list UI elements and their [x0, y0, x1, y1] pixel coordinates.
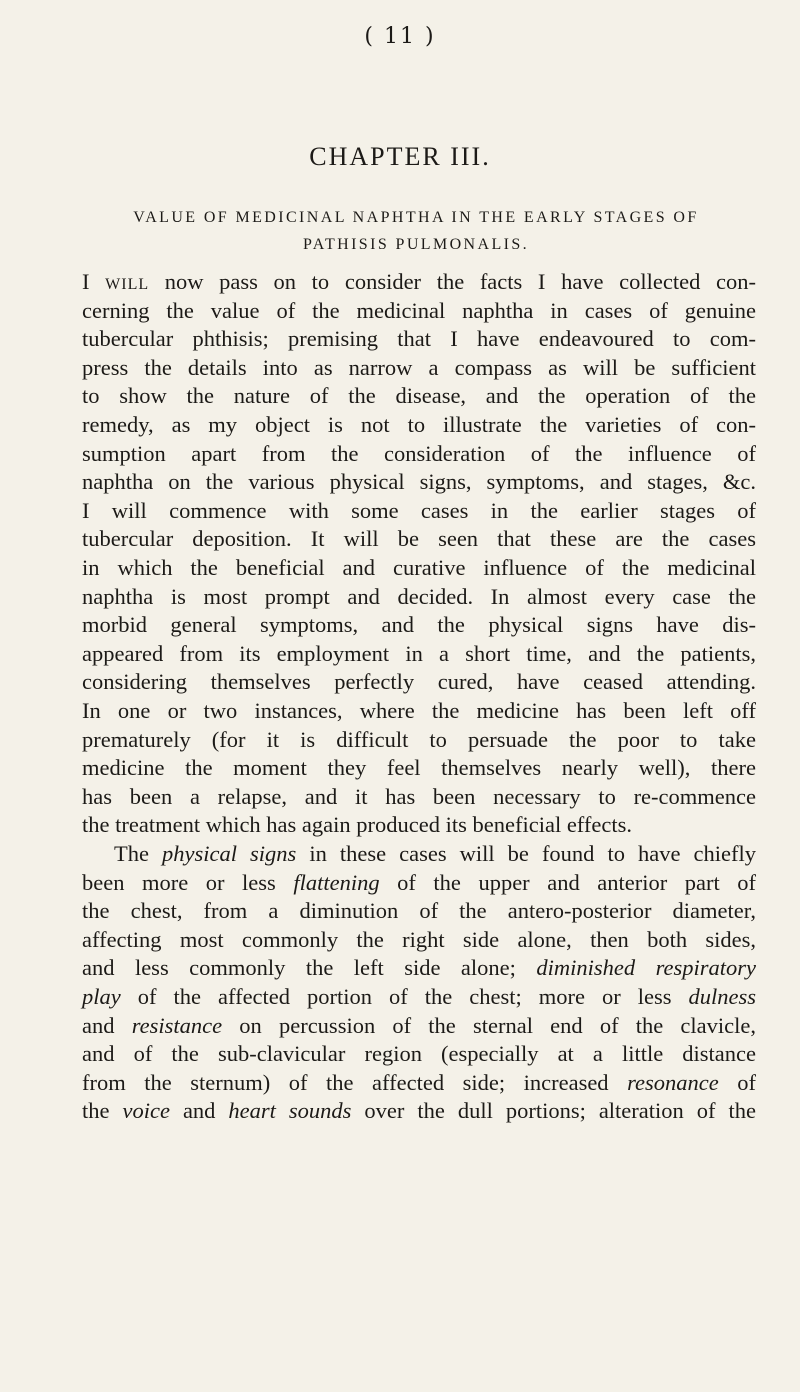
line-text: now pass on to consider the facts I have collected con-: [164, 269, 756, 294]
emphasis-text: physical signs: [162, 841, 297, 866]
line-text: from the sternum) of the affected side; increased: [82, 1069, 628, 1095]
subtitle-line: VALUE OF MEDICINAL NAPHTHA IN THE EARLY STAGES OF: [133, 209, 699, 226]
line-text: the: [82, 1098, 123, 1124]
emphasis-text: diminished respiratory: [536, 955, 756, 981]
paragraph-line: cerning the value of the medicinal naphtha in cases of genuine: [82, 297, 756, 323]
paragraph-line: tubercular phthisis; premising that I have endeavoured to com-: [82, 326, 756, 352]
line-text: and: [169, 1098, 229, 1124]
paragraph-line: [114, 840, 756, 868]
paragraph-line: tubercular deposition. It will be seen that these are the cases: [82, 526, 756, 552]
line-text: and: [82, 1012, 132, 1038]
paragraph-line: naphtha is most prompt and decided. In almost every case the: [82, 583, 756, 609]
paragraph-line: sumption apart from the consideration of the influence of: [82, 440, 756, 466]
line-text: of: [718, 1069, 756, 1095]
paragraph-line: morbid general symptoms, and the physical signs have dis-: [82, 612, 756, 638]
paragraph-line: [82, 1012, 756, 1040]
paragraph-line: the chest, from a diminution of the antero-posterior diameter,: [82, 898, 756, 924]
line-text: The: [114, 841, 163, 866]
paragraph-line: medicine the moment they feel themselves nearly well), there: [82, 755, 756, 781]
paragraph-line: [82, 983, 756, 1011]
paragraph-line: and of the sub-clavicular region (especially at a little distance: [82, 1041, 756, 1067]
paragraph-line: naphtha on the various physical signs, symptoms, and stages, &c.: [82, 469, 756, 495]
line-text: been more or less: [82, 869, 294, 895]
line-text: in these cases will be found to have chiefly: [296, 841, 756, 866]
page-number: ( 11 ): [364, 24, 436, 49]
emphasis-text: dulness: [688, 984, 756, 1009]
paragraph-line: the treatment which has again produced its beneficial effects.: [82, 812, 632, 838]
paragraph-line: In one or two instances, where the medicine has been left off: [82, 698, 756, 723]
chapter-subtitle: [104, 204, 728, 258]
paragraph-line: prematurely (for it is difficult to persuade the poor to take: [82, 726, 756, 752]
chapter-title: CHAPTER III.: [309, 142, 491, 171]
opening-word: I: [82, 269, 90, 294]
emphasis-text: heart sounds: [228, 1098, 352, 1124]
line-text: over the dull portions; alteration of the: [351, 1098, 756, 1124]
line-text: of the affected portion of the chest; more or less: [120, 984, 689, 1009]
paragraph-line: [82, 869, 756, 897]
paragraph-line: appeared from its employment in a short time, and the patients,: [82, 640, 756, 666]
paragraph-line: [82, 1069, 756, 1097]
emphasis-text: voice: [122, 1098, 170, 1124]
paragraph-line: I will commence with some cases in the earlier stages of: [82, 497, 756, 523]
emphasis-text: resonance: [627, 1069, 719, 1095]
line-text: and less commonly the left side alone;: [82, 955, 537, 981]
paragraph-line: [82, 1097, 756, 1125]
line-text: of the upper and anterior part of: [379, 869, 756, 895]
paragraph-line: to show the nature of the disease, and the operation of the: [82, 383, 756, 409]
paragraph-line: affecting most commonly the right side alone, then both sides,: [82, 926, 756, 952]
paragraph-line: considering themselves perfectly cured, have ceased attending.: [82, 669, 756, 695]
emphasis-text: resistance: [131, 1012, 223, 1038]
paragraph-line: in which the beneficial and curative influence of the medicinal: [82, 555, 756, 580]
emphasis-text: flattening: [293, 869, 380, 895]
opening-smallcaps: will: [105, 269, 150, 294]
emphasis-text: play: [82, 984, 121, 1009]
paragraph-line: remedy, as my object is not to illustrate the varieties of con-: [82, 412, 756, 437]
paragraph-line: [82, 268, 756, 296]
paragraph-line: press the details into as narrow a compass as will be sufficient: [82, 354, 756, 380]
paragraph-line: has been a relapse, and it has been necessary to re-commence: [82, 783, 756, 809]
paragraph-line: [82, 954, 756, 982]
line-text: on percussion of the sternal end of the clavicle,: [222, 1012, 756, 1038]
subtitle-line: PATHISIS PULMONALIS.: [302, 236, 530, 253]
